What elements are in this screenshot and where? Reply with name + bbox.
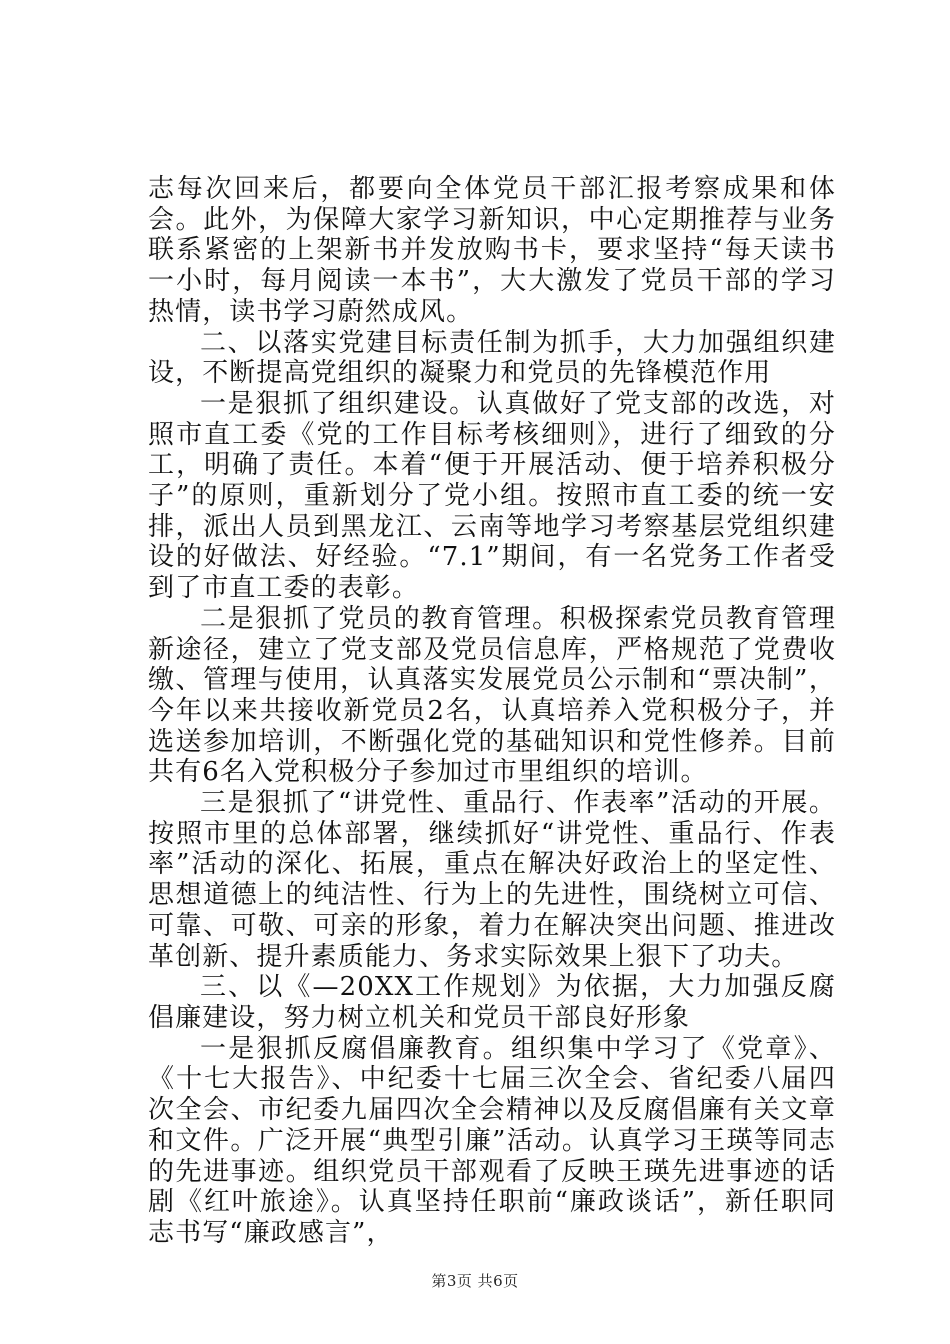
page-number-footer: 第3页 共6页 xyxy=(431,1272,519,1290)
section-heading-2: 二、以落实党建目标责任制为抓手，大力加强组织建设，不断提高党组织的凝聚力和党员的先锋模范作用 xyxy=(148,327,836,389)
document-body xyxy=(148,174,836,1249)
paragraph-member-education: 二是狠抓了党员的教育管理。积极探索党员教育管理新途径，建立了党支部及党员信息库，严格规范了党费收缴、管理与使用，认真落实发展党员公示制和“票决制”，今年以来共接收新党员2名，认真培养入党积极分子，并选送参加培训，不断强化党的基础知识和党性修养。目前共有6名入党积极分子参加过市里组织的培训。 xyxy=(148,603,836,788)
paragraph-organization-building: 一是狠抓了组织建设。认真做好了党支部的改选，对照市直工委《党的工作目标考核细则》，进行了细致的分工，明确了责任。本着“便于开展活动、便于培养积极分子”的原则，重新划分了党小组。按照市直工委的统一安排，派出人员到黑龙江、云南等地学习考察基层党组织建设的好做法、好经验。“7.1”期间，有一名党务工作者受到了市直工委的表彰。 xyxy=(148,388,836,604)
paragraph-continued: 志每次回来后，都要向全体党员干部汇报考察成果和体会。此外，为保障大家学习新知识，中心定期推荐与业务联系紧密的上架新书并发放购书卡，要求坚持“每天读书一小时，每月阅读一本书”，大大激发了党员干部的学习热情，读书学习蔚然成风。 xyxy=(148,174,836,327)
paragraph-anticorruption-education: 一是狠抓反腐倡廉教育。组织集中学习了《党章》、《十七大报告》、中纪委十七届三次全会、省纪委八届四次全会、市纪委九届四次全会精神以及反腐倡廉有关文章和文件。广泛开展“典型引廉”活动。认真学习王瑛等同志的先进事迹。组织党员干部观看了反映王瑛先进事迹的话剧《红叶旅途》。认真坚持任职前“廉政谈话”，新任职同志书写“廉政感言”， xyxy=(148,1033,836,1248)
paragraph-activity-campaign: 三是狠抓了“讲党性、重品行、作表率”活动的开展。按照市里的总体部署，继续抓好“讲党性、重品行、作表率”活动的深化、拓展，重点在解决好政治上的坚定性、思想道德上的纯洁性、行为上的先进性，围绕树立可信、可靠、可敬、可亲的形象，着力在解决突出问题、推进改革创新、提升素质能力、务求实际效果上狠下了功夫。 xyxy=(148,788,837,972)
section-heading-3: 三、以《—20XX工作规划》为依据，大力加强反腐倡廉建设，努力树立机关和党员干部良好形象 xyxy=(148,972,836,1033)
